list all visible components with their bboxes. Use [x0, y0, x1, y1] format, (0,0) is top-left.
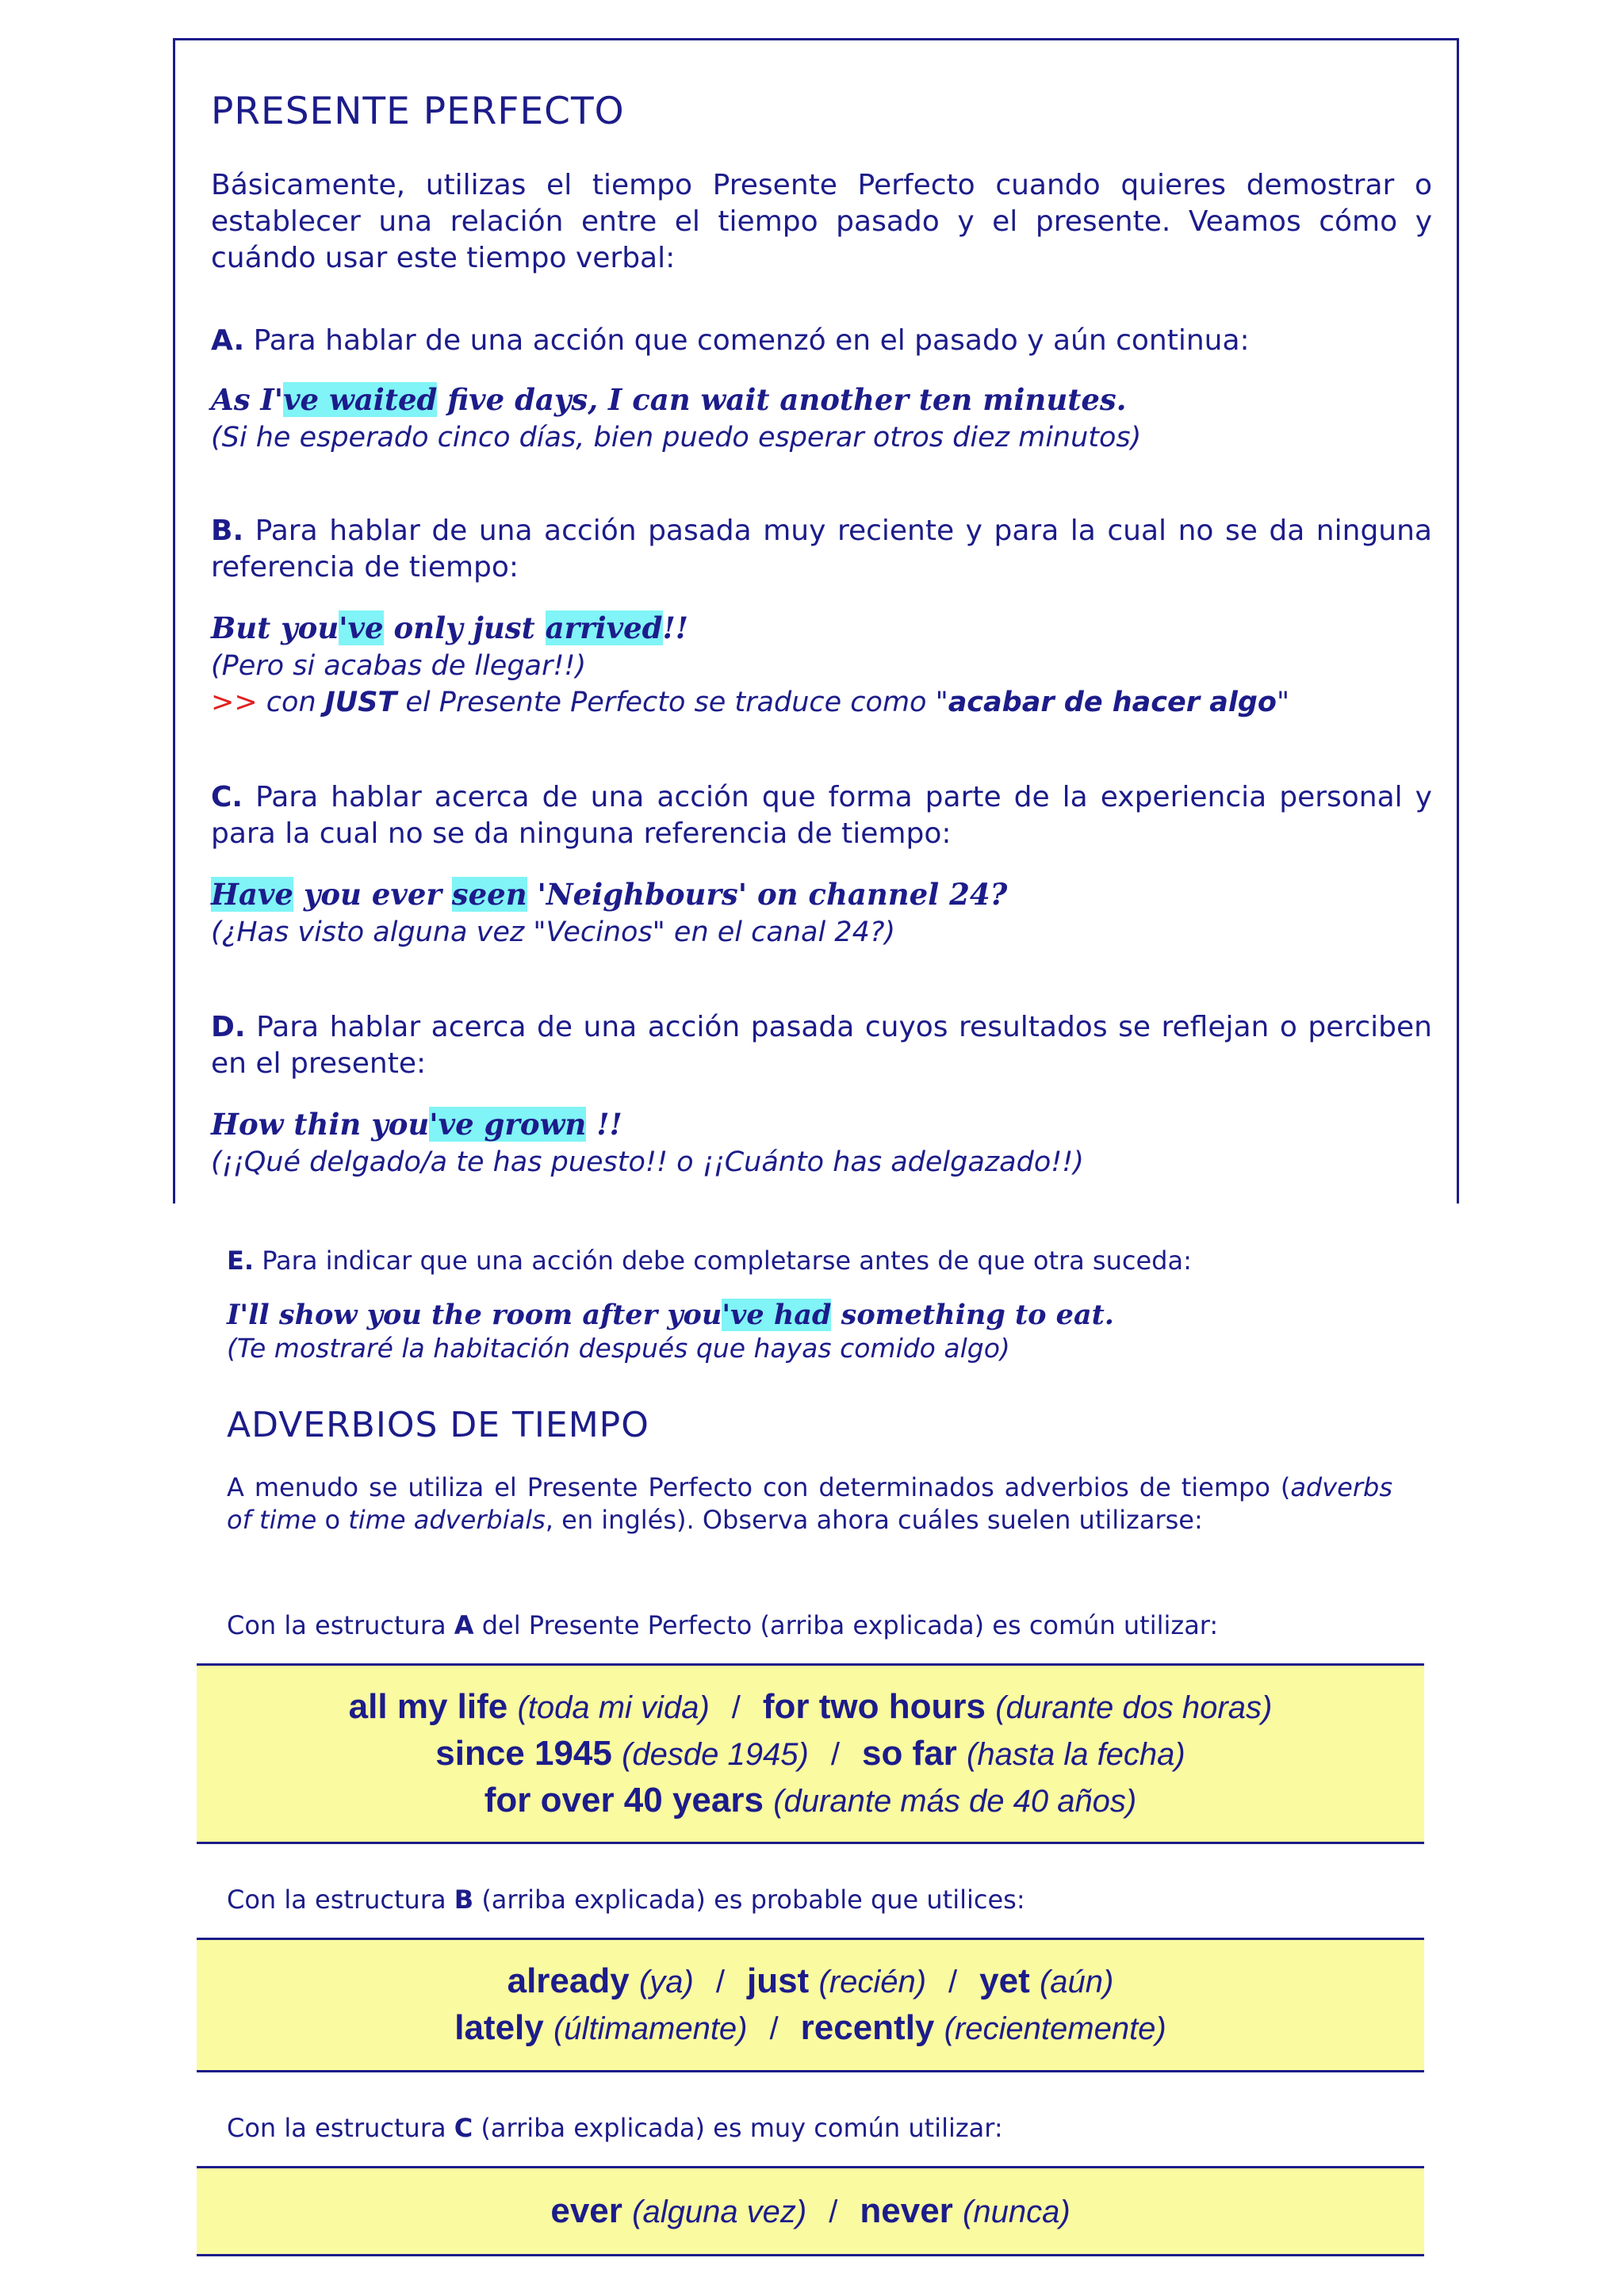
adverbs-title: ADVERBIOS DE TIEMPO: [227, 1405, 649, 1445]
adverb-en: for over 40 years: [484, 1780, 764, 1820]
example-c-part: you ever: [293, 877, 452, 912]
structure-b-caption: [227, 1884, 1392, 1916]
example-a-part: five days, I can wait another ten minutes.: [437, 382, 1127, 417]
adverb-en: already: [507, 1961, 630, 2000]
adverb-es: (desde 1945): [622, 1736, 809, 1772]
adverb-es: (hasta la fecha): [967, 1736, 1185, 1772]
caption-part: Con la estructura: [227, 1885, 454, 1915]
translation-b: (Pero si acabas de llegar!!): [211, 650, 587, 682]
example-d-highlight: 've grown: [429, 1107, 587, 1142]
caption-part: (arriba explicada) es probable que utilices:: [473, 1885, 1025, 1915]
translation-a: (Si he esperado cinco días, bien puedo esperar otros diez minutos): [211, 422, 1142, 453]
adverb-en: since 1945: [435, 1733, 612, 1773]
intro-italic: adverbs of time: [227, 1472, 1392, 1535]
rule-c-label: C.: [211, 781, 243, 813]
example-e-part: I'll show you the room after you: [227, 1299, 722, 1331]
structure-a-caption: [227, 1609, 1392, 1642]
rule-b: [211, 513, 1432, 586]
adverb-line: [435, 1731, 1185, 1777]
example-d-part: !!: [586, 1107, 622, 1142]
example-a-highlight: ve waited: [283, 382, 438, 417]
translation-d: (¡¡Qué delgado/a te has puesto!! o ¡¡Cuánto has adelgazado!!): [211, 1146, 1084, 1178]
separator: /: [769, 2011, 779, 2046]
caption-letter: B: [454, 1885, 474, 1915]
rule-a-label: A.: [211, 324, 245, 357]
rule-c: [211, 779, 1432, 852]
intro-paragraph: Básicamente, utilizas el tiempo Presente Perfecto cuando quieres demostrar o establecer una relación entre el tiempo pasado y el presente. Veamos cómo y cuándo usar este tiempo verbal:: [211, 169, 1432, 274]
adverb-es: (alguna vez): [632, 2194, 807, 2229]
example-b-highlight: 've: [339, 610, 384, 645]
rule-e: [227, 1245, 1392, 1277]
adverb-en: all my life: [348, 1686, 508, 1726]
adverb-en: lately: [454, 2008, 544, 2047]
adverbs-box-b: [197, 1938, 1424, 2072]
translation-c: (¿Has visto alguna vez "Vecinos" en el canal 24?): [211, 916, 896, 948]
rule-d-label: D.: [211, 1011, 246, 1043]
arrow-icon: >>: [211, 687, 258, 718]
adverb-es: (durante más de 40 años): [773, 1783, 1137, 1819]
example-a: [211, 381, 1448, 419]
note-part: ": [1276, 687, 1290, 718]
caption-letter: C: [454, 2113, 473, 2143]
adverb-es: (nunca): [963, 2194, 1071, 2229]
rule-d: [211, 1009, 1432, 1082]
translation-e: (Te mostraré la habitación después que hayas comido algo): [227, 1333, 1010, 1364]
adverb-es: (recientemente): [944, 2011, 1166, 2046]
example-d: [211, 1106, 1448, 1143]
example-b-highlight: arrived: [545, 610, 663, 645]
caption-part: del Presente Perfecto (arriba explicada) es común utilizar:: [473, 1610, 1219, 1640]
example-d-part: How thin you: [211, 1107, 430, 1142]
adverbs-intro: [227, 1471, 1392, 1536]
section-title: PRESENTE PERFECTO: [211, 90, 625, 133]
rule-e-text: Para indicar que una acción debe completarse antes de que otra suceda:: [262, 1246, 1192, 1276]
adverb-es: (últimamente): [553, 2011, 748, 2046]
adverb-line: [550, 2188, 1070, 2235]
adverb-en: never: [860, 2191, 953, 2230]
example-c-highlight: Have: [211, 877, 293, 912]
intro-part: A menudo se utiliza el Presente Perfecto con determinados adverbios de tiempo (: [227, 1472, 1291, 1502]
separator: /: [715, 1965, 725, 1999]
example-b-part: !!: [662, 610, 689, 645]
rule-a: [211, 323, 1432, 359]
note-part: el Presente Perfecto se traduce como ": [396, 687, 948, 718]
example-e-part: something to eat.: [831, 1299, 1114, 1331]
separator: /: [830, 1736, 840, 1772]
note-just-keyword: JUST: [324, 687, 397, 718]
adverb-en: yet: [979, 1961, 1030, 2000]
rule-a-text: Para hablar de una acción que comenzó en el pasado y aún continua:: [253, 324, 1250, 357]
adverb-en: for two hours: [762, 1686, 986, 1726]
adverb-line: [508, 1958, 1114, 2005]
adverb-es: (toda mi vida): [517, 1689, 710, 1725]
presente-perfecto-box: [173, 38, 1459, 1203]
note-part: con: [257, 687, 325, 718]
rule-b-text: Para hablar de una acción pasada muy reciente y para la cual no se da ninguna referencia de tiempo:: [211, 515, 1432, 584]
example-c: [211, 876, 1448, 913]
adverb-line: [349, 1684, 1273, 1731]
caption-part: (arriba explicada) es muy común utilizar:: [473, 2113, 1003, 2143]
note-bold: acabar de hacer algo: [948, 687, 1277, 718]
example-b-part: only just: [383, 610, 546, 645]
adverb-en: recently: [800, 2008, 935, 2047]
example-c-part: 'Neighbours' on channel 24?: [527, 877, 1008, 912]
adverb-en: just: [746, 1961, 810, 2000]
separator: /: [948, 1965, 958, 1999]
caption-part: Con la estructura: [227, 2113, 454, 2143]
note-just: [211, 684, 1448, 721]
intro-part: , en inglés). Observa ahora cuáles suelen utilizarse:: [545, 1505, 1203, 1535]
example-e-highlight: 've had: [722, 1299, 832, 1331]
adverb-line: [485, 1777, 1137, 1824]
rule-c-text: Para hablar acerca de una acción que forma parte de la experiencia personal y para la cual no se da ninguna referencia de tiempo:: [211, 781, 1432, 850]
adverb-en: so far: [861, 1733, 957, 1773]
example-c-highlight: seen: [451, 877, 527, 912]
example-b: [211, 610, 1448, 647]
rule-e-label: E.: [227, 1246, 255, 1276]
separator: /: [731, 1689, 741, 1725]
adverb-es: (aún): [1039, 1965, 1114, 1999]
rule-b-label: B.: [211, 515, 244, 547]
separator: /: [829, 2194, 838, 2229]
intro-italic: time adverbials: [348, 1505, 546, 1535]
intro-part: o: [316, 1505, 349, 1535]
caption-letter: A: [454, 1610, 474, 1640]
adverb-line: [454, 2005, 1166, 2052]
example-b-part: But you: [211, 610, 339, 645]
adverbs-box-c: [197, 2166, 1424, 2256]
caption-part: Con la estructura: [227, 1610, 454, 1640]
adverb-es: (ya): [638, 1965, 694, 1999]
example-a-part: As I': [211, 382, 284, 417]
rule-d-text: Para hablar acerca de una acción pasada cuyos resultados se reflejan o perciben en el presente:: [211, 1011, 1432, 1080]
structure-c-caption: [227, 2112, 1392, 2145]
adverbs-box-a: [197, 1663, 1424, 1844]
example-e: [227, 1299, 1416, 1332]
adverb-es: (durante dos horas): [995, 1689, 1273, 1725]
adverb-en: ever: [550, 2191, 622, 2230]
adverb-es: (recién): [818, 1965, 927, 1999]
